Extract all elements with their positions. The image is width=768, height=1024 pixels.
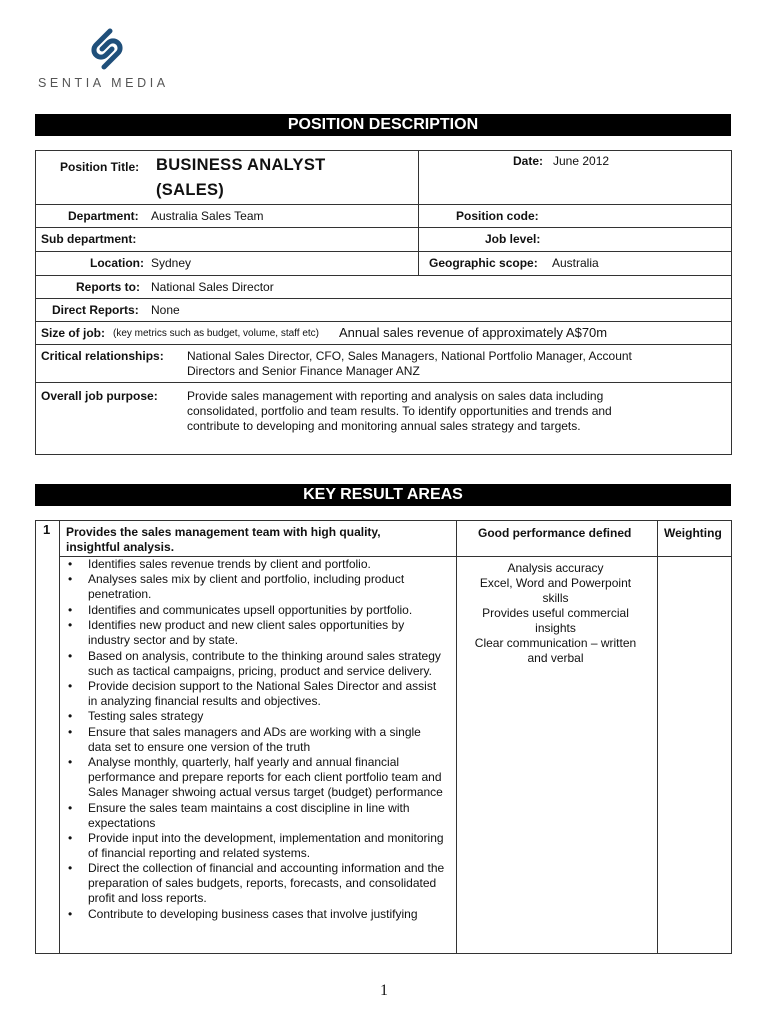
date-cell: [419, 151, 732, 205]
location-label: Location:: [90, 256, 144, 270]
date-value: June 2012: [553, 154, 610, 168]
good-performance-header: Good performance defined: [478, 526, 632, 540]
kra-heading-line-2: insightful analysis.: [66, 540, 175, 554]
good-performance-header-cell: [457, 521, 658, 557]
kra-bullet: • Analyses sales mix by client and portfolio, including product penetration.: [66, 572, 446, 602]
job-level-label: Job level:: [485, 232, 541, 246]
critical-relationships-value: [187, 349, 632, 379]
performance-line: insights: [535, 621, 576, 635]
performance-line: skills: [542, 591, 569, 605]
kra-heading-cell: [60, 521, 457, 557]
purpose-line-2: consolidated, portfolio and team results. To identify opportunities and trends and: [187, 404, 612, 418]
logo-brand-text: SENTIA MEDIA: [38, 76, 169, 90]
kra-number: 1: [43, 522, 51, 537]
performance-line: Excel, Word and Powerpoint: [479, 576, 632, 590]
sub-department-cell: [36, 228, 419, 252]
location-value: Sydney: [151, 256, 192, 270]
kra-bullet: • Identifies sales revenue trends by client and portfolio.: [66, 557, 446, 572]
kra-bullet: • Contribute to developing business cases that involve justifying: [66, 907, 446, 922]
position-details-table: [35, 150, 732, 455]
weighting-header-cell: [658, 521, 732, 557]
purpose-line-1: Provide sales management with reporting and analysis on sales data including: [187, 389, 604, 403]
kra-bullet: • Direct the collection of financial and accounting information and the preparation of sales budgets, reports, forecasts, and consolidated profit and loss reports.: [66, 861, 446, 906]
kra-bullet: • Provide decision support to the National Sales Director and assist in analyzing financial results and objectives.: [66, 679, 446, 709]
kra-bullet: • Testing sales strategy: [66, 709, 446, 724]
position-code-label: Position code:: [456, 209, 539, 223]
direct-reports-cell: [36, 299, 732, 322]
reports-to-value: National Sales Director: [151, 280, 274, 294]
kra-bullet: • Analyse monthly, quarterly, half yearly and annual financial performance and prepare reports for each client portfolio team and Sales Manager shwoing actual versus target (budget) performance: [66, 755, 446, 800]
job-level-cell: [419, 228, 732, 252]
reports-to-label: Reports to:: [76, 280, 140, 294]
kra-bullet: • Identifies and communicates upsell opportunities by portfolio.: [66, 603, 446, 618]
performance-line: Analysis accuracy: [507, 561, 604, 575]
position-title-value-line1: BUSINESS ANALYST: [156, 156, 326, 174]
performance-line: Clear communication – written: [474, 636, 637, 650]
position-description-heading: POSITION DESCRIPTION: [35, 114, 731, 136]
geographic-scope-value: Australia: [552, 256, 599, 270]
kra-bullet: • Ensure the sales team maintains a cost discipline in line with expectations: [66, 801, 446, 831]
critical-relationships-cell: [36, 345, 732, 383]
critical-relationships-line-1: National Sales Director, CFO, Sales Managers, National Portfolio Manager, Account: [187, 349, 632, 363]
kra-bullets-cell: [60, 557, 457, 954]
good-performance-cell: [457, 557, 658, 954]
date-label: Date:: [513, 154, 544, 168]
department-cell: [36, 205, 419, 228]
kra-heading-line-1: Provides the sales management team with high quality,: [66, 525, 381, 539]
size-of-job-note: (key metrics such as budget, volume, staff etc): [113, 328, 320, 339]
kra-number-cell: [36, 521, 60, 954]
key-result-areas-table: [35, 520, 732, 954]
size-of-job-cell: [36, 322, 732, 345]
weighting-header: Weighting: [664, 526, 722, 540]
overall-job-purpose-label: Overall job purpose:: [41, 389, 158, 403]
kra-bullet: • Ensure that sales managers and ADs are working with a single data set to ensure one version of the truth: [66, 725, 446, 755]
size-of-job-value: Annual sales revenue of approximately A$70m: [339, 325, 608, 340]
overall-job-purpose-value: [187, 389, 612, 434]
performance-line: and verbal: [527, 651, 584, 665]
purpose-line-3: contribute to developing and monitoring annual sales strategy and targets.: [187, 419, 581, 433]
position-title-value-line2: (SALES): [156, 181, 225, 199]
location-cell: [36, 252, 419, 276]
sentia-logo-icon: [84, 26, 130, 72]
kra-heading: [66, 525, 381, 555]
key-result-areas-heading: KEY RESULT AREAS: [35, 484, 731, 506]
critical-relationships-line-2: Directors and Senior Finance Manager ANZ: [187, 364, 420, 378]
sentia-media-logo: [34, 26, 194, 96]
critical-relationships-label: Critical relationships:: [41, 349, 164, 363]
kra-bullet: • Based on analysis, contribute to the thinking around sales strategy such as tactical campaigns, pricing, product and service delivery.: [66, 649, 446, 679]
geographic-scope-label: Geographic scope:: [429, 256, 538, 270]
sub-department-label: Sub department:: [41, 232, 137, 246]
direct-reports-value: None: [151, 303, 180, 317]
kra-bullet: • Provide input into the development, implementation and monitoring of financial reporting and related systems.: [66, 831, 446, 861]
size-of-job-label: Size of job:: [41, 326, 105, 340]
direct-reports-label: Direct Reports:: [52, 303, 139, 317]
reports-to-cell: [36, 276, 732, 299]
department-value: Australia Sales Team: [151, 209, 264, 223]
position-title-cell: [36, 151, 419, 205]
good-performance-list: [457, 561, 654, 666]
kra-bullet-list: [66, 557, 446, 922]
page-number: 1: [380, 982, 388, 999]
position-code-cell: [419, 205, 732, 228]
geographic-scope-cell: [419, 252, 732, 276]
position-title-label: Position Title:: [60, 160, 140, 174]
overall-job-purpose-cell: [36, 383, 732, 455]
performance-line: Provides useful commercial: [482, 606, 629, 620]
weighting-cell: [658, 557, 732, 954]
kra-bullet: • Identifies new product and new client sales opportunities by industry sector and by state.: [66, 618, 446, 648]
department-label: Department:: [68, 209, 139, 223]
